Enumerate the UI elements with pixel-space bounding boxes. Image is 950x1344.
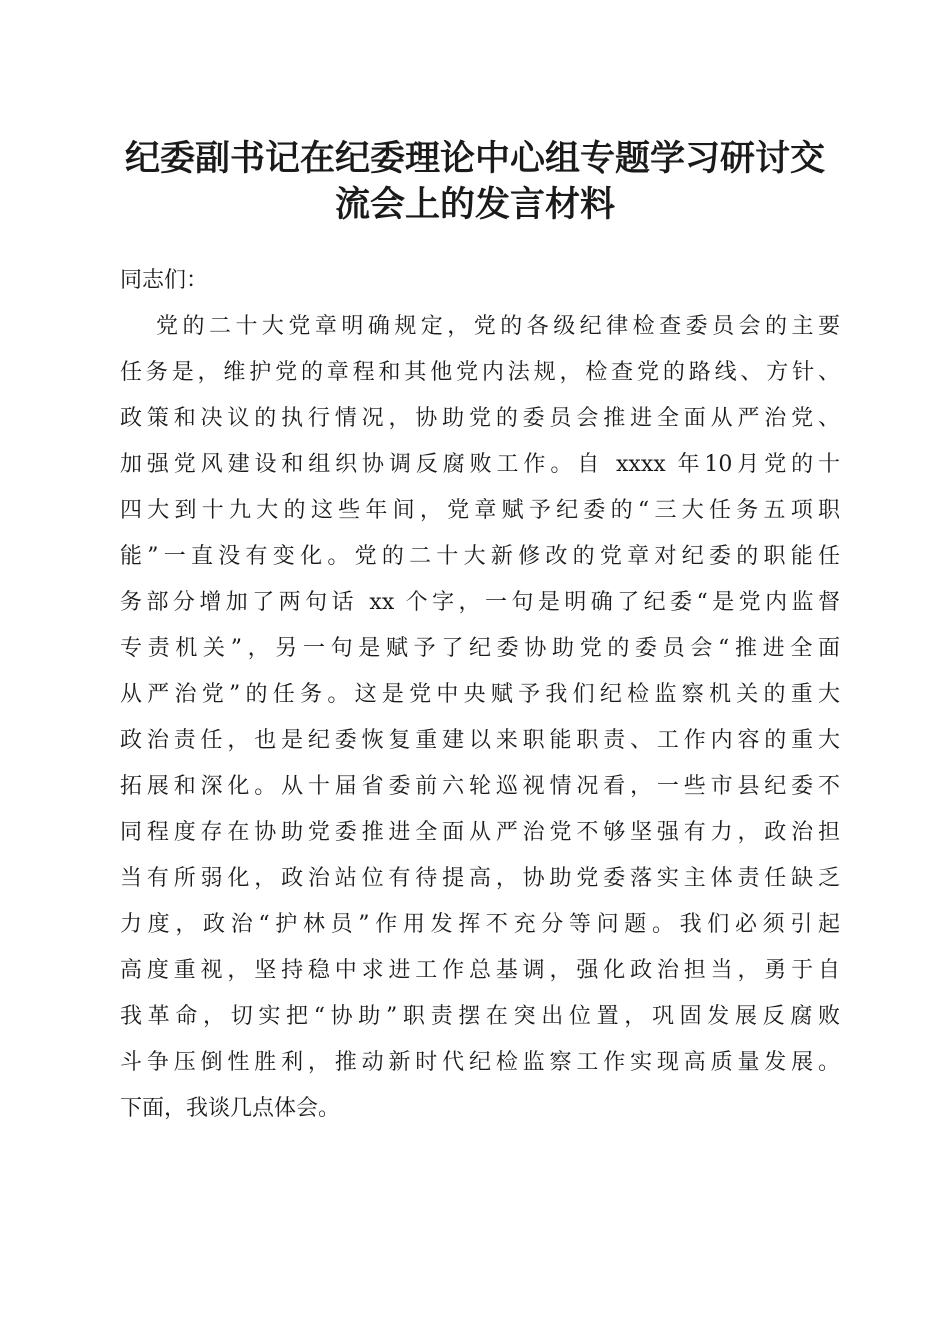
document-body — [120, 258, 840, 1132]
paragraph-line: 任务是，维护党的章程和其他党内法规，检查党的路线、方针、 — [120, 360, 840, 385]
paragraph-line: 斗争压倒性胜利，推动新时代纪检监察工作实现高质量发展。 — [120, 1050, 840, 1075]
paragraph-line: 力度，政治“护林员”作用发挥不充分等问题。我们必须引起 — [120, 912, 840, 937]
document-title-line-2: 流会上的发言材料 — [334, 184, 615, 225]
paragraph-line: 专责机关”，另一句是赋予了纪委协助党的委员会“推进全面 — [120, 636, 840, 661]
paragraph-line: 四大到十九大的这些年间，党章赋予纪委的“三大任务五项职 — [120, 498, 840, 523]
paragraph-line: 当有所弱化，政治站位有待提高，协助党委落实主体责任缺乏 — [120, 866, 840, 891]
paragraph-line: 党的二十大党章明确规定，党的各级纪律检查委员会的主要 — [156, 314, 840, 339]
paragraph-line: 下面，我谈几点体会。 — [120, 1096, 341, 1121]
paragraph-line: 政策和决议的执行情况，协助党的委员会推进全面从严治党、 — [120, 406, 840, 431]
paragraph-line: 拓展和深化。从十届省委前六轮巡视情况看，一些市县纪委不 — [120, 774, 840, 799]
paragraph-line: 从严治党”的任务。这是党中央赋予我们纪检监察机关的重大 — [120, 682, 840, 707]
paragraph-line: 我革命，切实把“协助”职责摆在突出位置，巩固发展反腐败 — [120, 1004, 840, 1029]
paragraph-line: 务部分增加了两句话 xx 个字，一句是明确了纪委“是党内监督 — [120, 590, 840, 615]
paragraph-line: 同程度存在协助党委推进全面从严治党不够坚强有力，政治担 — [120, 820, 840, 845]
paragraph — [120, 304, 840, 1132]
paragraph-line: 政治责任，也是纪委恢复重建以来职能职责、工作内容的重大 — [120, 728, 840, 753]
paragraph-line: 加强党风建设和组织协调反腐败工作。自 xxxx 年10月党的十 — [120, 452, 840, 477]
document-title-line-1: 纪委副书记在纪委理论中心组专题学习研讨交 — [124, 138, 825, 179]
paragraph-line: 能”一直没有变化。党的二十大新修改的党章对纪委的职能任 — [120, 544, 840, 569]
salutation: 同志们： — [120, 268, 209, 293]
paragraph-line: 高度重视，坚持稳中求进工作总基调，强化政治担当，勇于自 — [120, 958, 840, 983]
